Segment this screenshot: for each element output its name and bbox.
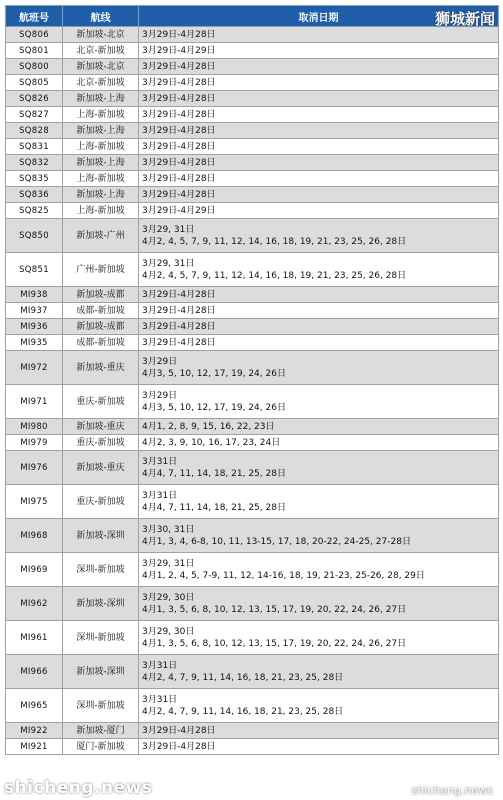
- cancel-date-line: 3月29, 31日: [142, 224, 195, 235]
- table-row: [6, 385, 499, 419]
- route-cell: 新加坡-重庆: [63, 451, 139, 485]
- table-row: [6, 553, 499, 587]
- cancel-date-line: 3月29日-4月29日: [142, 205, 216, 216]
- flight-number-cell: MI971: [6, 385, 63, 419]
- cancel-date-line: 4月3, 5, 10, 12, 17, 19, 24, 26日: [142, 368, 286, 379]
- table-row: [6, 689, 499, 723]
- cancel-date-line: 3月29日-4月28日: [142, 125, 216, 136]
- flight-number-cell: MI972: [6, 351, 63, 385]
- table-row: [6, 485, 499, 519]
- flight-number-cell: SQ831: [6, 139, 63, 155]
- watermark-bottom-left: shicheng.news: [4, 778, 153, 798]
- table-row: [6, 655, 499, 689]
- flight-number-cell: SQ836: [6, 187, 63, 203]
- flight-number-cell: MI937: [6, 303, 63, 319]
- flight-number-cell: MI936: [6, 319, 63, 335]
- cancel-dates-cell: [139, 485, 499, 519]
- cancel-dates-cell: [139, 107, 499, 123]
- cancel-dates-cell: [139, 59, 499, 75]
- route-cell: 新加坡-深圳: [63, 519, 139, 553]
- table-row: [6, 335, 499, 351]
- route-cell: 厦门-新加坡: [63, 739, 139, 755]
- route-cell: 上海-新加坡: [63, 171, 139, 187]
- cancel-dates-cell: [139, 203, 499, 219]
- flight-number-cell: SQ800: [6, 59, 63, 75]
- cancel-dates-cell: [139, 655, 499, 689]
- route-cell: 重庆-新加坡: [63, 485, 139, 519]
- cancel-date-line: 4月1, 3, 5, 6, 8, 10, 12, 13, 15, 17, 19, 20, 22, 24, 26, 27日: [142, 604, 407, 615]
- flight-number-cell: MI961: [6, 621, 63, 655]
- cancel-date-line: 3月29日-4月28日: [142, 725, 216, 736]
- cancel-dates-cell: [139, 689, 499, 723]
- flight-number-cell: SQ851: [6, 253, 63, 287]
- cancel-dates-cell: [139, 43, 499, 59]
- flight-number-cell: SQ826: [6, 91, 63, 107]
- table-row: [6, 75, 499, 91]
- table-row: [6, 723, 499, 739]
- cancel-date-line: 3月29日-4月28日: [142, 337, 216, 348]
- table-row: [6, 287, 499, 303]
- cancel-date-line: 3月29, 31日: [142, 558, 195, 569]
- cancel-dates-cell: [139, 435, 499, 451]
- cancel-date-line: 3月29日-4月28日: [142, 189, 216, 200]
- cancel-date-line: 4月1, 2, 8, 9, 15, 16, 22, 23日: [142, 421, 275, 432]
- table-row: [6, 739, 499, 755]
- cancel-date-line: 3月29, 30日: [142, 626, 195, 637]
- table-row: [6, 451, 499, 485]
- cancel-date-line: 3月29日-4月28日: [142, 173, 216, 184]
- header-flight-number: 航班号: [6, 6, 63, 27]
- table-row: [6, 319, 499, 335]
- cancel-dates-cell: [139, 723, 499, 739]
- cancel-date-line: 4月1, 3, 5, 6, 8, 10, 12, 13, 15, 17, 19, 20, 22, 24, 26, 27日: [142, 638, 407, 649]
- table-row: [6, 519, 499, 553]
- flight-number-cell: MI938: [6, 287, 63, 303]
- flight-number-cell: SQ828: [6, 123, 63, 139]
- cancel-dates-cell: [139, 139, 499, 155]
- cancel-date-line: 3月29日-4月29日: [142, 45, 216, 56]
- cancel-date-line: 3月29, 30日: [142, 592, 195, 603]
- route-cell: 重庆-新加坡: [63, 435, 139, 451]
- table-row: [6, 123, 499, 139]
- table-row: [6, 621, 499, 655]
- flight-number-cell: SQ827: [6, 107, 63, 123]
- cancel-dates-cell: [139, 419, 499, 435]
- cancel-dates-cell: [139, 739, 499, 755]
- table-row: [6, 219, 499, 253]
- route-cell: 成都-新加坡: [63, 335, 139, 351]
- cancel-date-line: 3月29日-4月28日: [142, 157, 216, 168]
- cancel-dates-cell: [139, 335, 499, 351]
- route-cell: 新加坡-厦门: [63, 723, 139, 739]
- cancel-dates-cell: [139, 253, 499, 287]
- table-row: [6, 435, 499, 451]
- route-cell: 深圳-新加坡: [63, 553, 139, 587]
- cancel-date-line: 4月2, 3, 9, 10, 16, 17, 23, 24日: [142, 437, 281, 448]
- route-cell: 新加坡-成都: [63, 319, 139, 335]
- route-cell: 新加坡-深圳: [63, 587, 139, 621]
- table-row: [6, 351, 499, 385]
- flight-number-cell: SQ801: [6, 43, 63, 59]
- cancel-dates-cell: [139, 587, 499, 621]
- route-cell: 新加坡-北京: [63, 59, 139, 75]
- route-cell: 新加坡-上海: [63, 91, 139, 107]
- cancel-date-line: 3月31日: [142, 490, 178, 501]
- cancel-dates-cell: [139, 385, 499, 419]
- cancel-dates-cell: [139, 303, 499, 319]
- cancel-date-line: 3月29, 31日: [142, 258, 195, 269]
- table-row: [6, 43, 499, 59]
- flight-number-cell: SQ805: [6, 75, 63, 91]
- flight-number-cell: MI965: [6, 689, 63, 723]
- table-header: [6, 6, 499, 27]
- cancel-date-line: 3月29日: [142, 356, 178, 367]
- table-row: [6, 107, 499, 123]
- flight-number-cell: MI968: [6, 519, 63, 553]
- cancel-dates-cell: [139, 319, 499, 335]
- route-cell: 新加坡-重庆: [63, 419, 139, 435]
- cancel-dates-cell: [139, 519, 499, 553]
- route-cell: 重庆-新加坡: [63, 385, 139, 419]
- flight-number-cell: SQ832: [6, 155, 63, 171]
- cancel-date-line: 3月31日: [142, 660, 178, 671]
- flight-number-cell: MI980: [6, 419, 63, 435]
- route-cell: 新加坡-北京: [63, 27, 139, 43]
- cancel-date-line: 3月29日-4月28日: [142, 93, 216, 104]
- cancel-date-line: 4月4, 7, 11, 14, 18, 21, 25, 28日: [142, 502, 286, 513]
- table-row: [6, 303, 499, 319]
- flight-number-cell: SQ850: [6, 219, 63, 253]
- route-cell: 北京-新加坡: [63, 43, 139, 59]
- cancel-date-line: 3月29日-4月28日: [142, 61, 216, 72]
- flight-number-cell: MI979: [6, 435, 63, 451]
- cancel-date-line: 4月2, 4, 7, 9, 11, 14, 16, 18, 21, 23, 25, 28日: [142, 706, 344, 717]
- cancel-date-line: 4月1, 2, 4, 5, 7-9, 11, 12, 14-16, 18, 19, 21-23, 25-26, 28, 29日: [142, 570, 425, 581]
- flight-number-cell: MI976: [6, 451, 63, 485]
- table-row: [6, 27, 499, 43]
- cancel-date-line: 3月29日-4月28日: [142, 29, 216, 40]
- table-row: [6, 587, 499, 621]
- flight-number-cell: MI935: [6, 335, 63, 351]
- route-cell: 新加坡-成都: [63, 287, 139, 303]
- cancel-date-line: 3月30, 31日: [142, 524, 195, 535]
- cancel-dates-cell: [139, 75, 499, 91]
- table-row: [6, 155, 499, 171]
- flight-cancellation-table: [5, 5, 499, 755]
- route-cell: 新加坡-广州: [63, 219, 139, 253]
- flight-number-cell: SQ835: [6, 171, 63, 187]
- table-row: [6, 253, 499, 287]
- route-cell: 新加坡-上海: [63, 187, 139, 203]
- cancel-date-line: 4月2, 4, 5, 7, 9, 11, 12, 14, 16, 18, 19, 21, 23, 25, 26, 28日: [142, 270, 407, 281]
- route-cell: 新加坡-深圳: [63, 655, 139, 689]
- flight-number-cell: SQ806: [6, 27, 63, 43]
- table-row: [6, 139, 499, 155]
- cancel-dates-cell: [139, 351, 499, 385]
- cancel-date-line: 3月29日-4月28日: [142, 741, 216, 752]
- header-route: 航线: [63, 6, 139, 27]
- cancel-date-line: 3月29日-4月28日: [142, 289, 216, 300]
- route-cell: 深圳-新加坡: [63, 621, 139, 655]
- cancel-date-line: 3月29日-4月28日: [142, 141, 216, 152]
- cancel-dates-cell: [139, 451, 499, 485]
- table-row: [6, 171, 499, 187]
- cancel-date-line: 4月3, 5, 10, 12, 17, 19, 24, 26日: [142, 402, 286, 413]
- route-cell: 北京-新加坡: [63, 75, 139, 91]
- cancel-date-line: 3月29日-4月28日: [142, 109, 216, 120]
- route-cell: 上海-新加坡: [63, 139, 139, 155]
- cancel-dates-cell: [139, 155, 499, 171]
- cancel-date-line: 3月29日-4月28日: [142, 321, 216, 332]
- route-cell: 新加坡-重庆: [63, 351, 139, 385]
- table-row: [6, 59, 499, 75]
- cancel-date-line: 4月1, 3, 4, 6-8, 10, 11, 13-15, 17, 18, 20-22, 24-25, 27-28日: [142, 536, 411, 547]
- flight-number-cell: MI969: [6, 553, 63, 587]
- flight-number-cell: MI966: [6, 655, 63, 689]
- cancel-date-line: 4月2, 4, 7, 9, 11, 14, 16, 18, 21, 23, 25, 28日: [142, 672, 344, 683]
- cancel-date-line: 4月2, 4, 5, 7, 9, 11, 12, 14, 16, 18, 19, 21, 23, 25, 26, 28日: [142, 236, 407, 247]
- flight-number-cell: MI922: [6, 723, 63, 739]
- cancel-dates-cell: [139, 171, 499, 187]
- flight-number-cell: SQ825: [6, 203, 63, 219]
- flight-number-cell: MI921: [6, 739, 63, 755]
- table-row: [6, 91, 499, 107]
- cancel-date-line: 4月4, 7, 11, 14, 18, 21, 25, 28日: [142, 468, 286, 479]
- cancel-date-line: 3月29日-4月28日: [142, 77, 216, 88]
- table-body: [6, 27, 499, 755]
- table-row: [6, 187, 499, 203]
- route-cell: 广州-新加坡: [63, 253, 139, 287]
- cancel-dates-cell: [139, 553, 499, 587]
- cancel-dates-cell: [139, 187, 499, 203]
- cancel-dates-cell: [139, 219, 499, 253]
- cancellation-table-container: [5, 5, 498, 755]
- table-row: [6, 203, 499, 219]
- route-cell: 上海-新加坡: [63, 107, 139, 123]
- route-cell: 新加坡-上海: [63, 123, 139, 139]
- watermark-top-right: 狮城新闻: [434, 10, 495, 28]
- route-cell: 深圳-新加坡: [63, 689, 139, 723]
- cancel-dates-cell: [139, 621, 499, 655]
- cancel-dates-cell: [139, 287, 499, 303]
- cancel-date-line: 3月29日-4月28日: [142, 305, 216, 316]
- cancel-date-line: 3月31日: [142, 456, 178, 467]
- flight-number-cell: MI962: [6, 587, 63, 621]
- cancel-date-line: 3月31日: [142, 694, 178, 705]
- cancel-dates-cell: [139, 91, 499, 107]
- cancel-date-line: 3月29日: [142, 390, 178, 401]
- cancel-dates-cell: [139, 123, 499, 139]
- table-row: [6, 419, 499, 435]
- header-cancel-dates: 取消日期: [139, 6, 499, 27]
- route-cell: 新加坡-上海: [63, 155, 139, 171]
- route-cell: 成都-新加坡: [63, 303, 139, 319]
- flight-number-cell: MI975: [6, 485, 63, 519]
- route-cell: 上海-新加坡: [63, 203, 139, 219]
- watermark-bottom-right: shicheng.news: [411, 784, 493, 797]
